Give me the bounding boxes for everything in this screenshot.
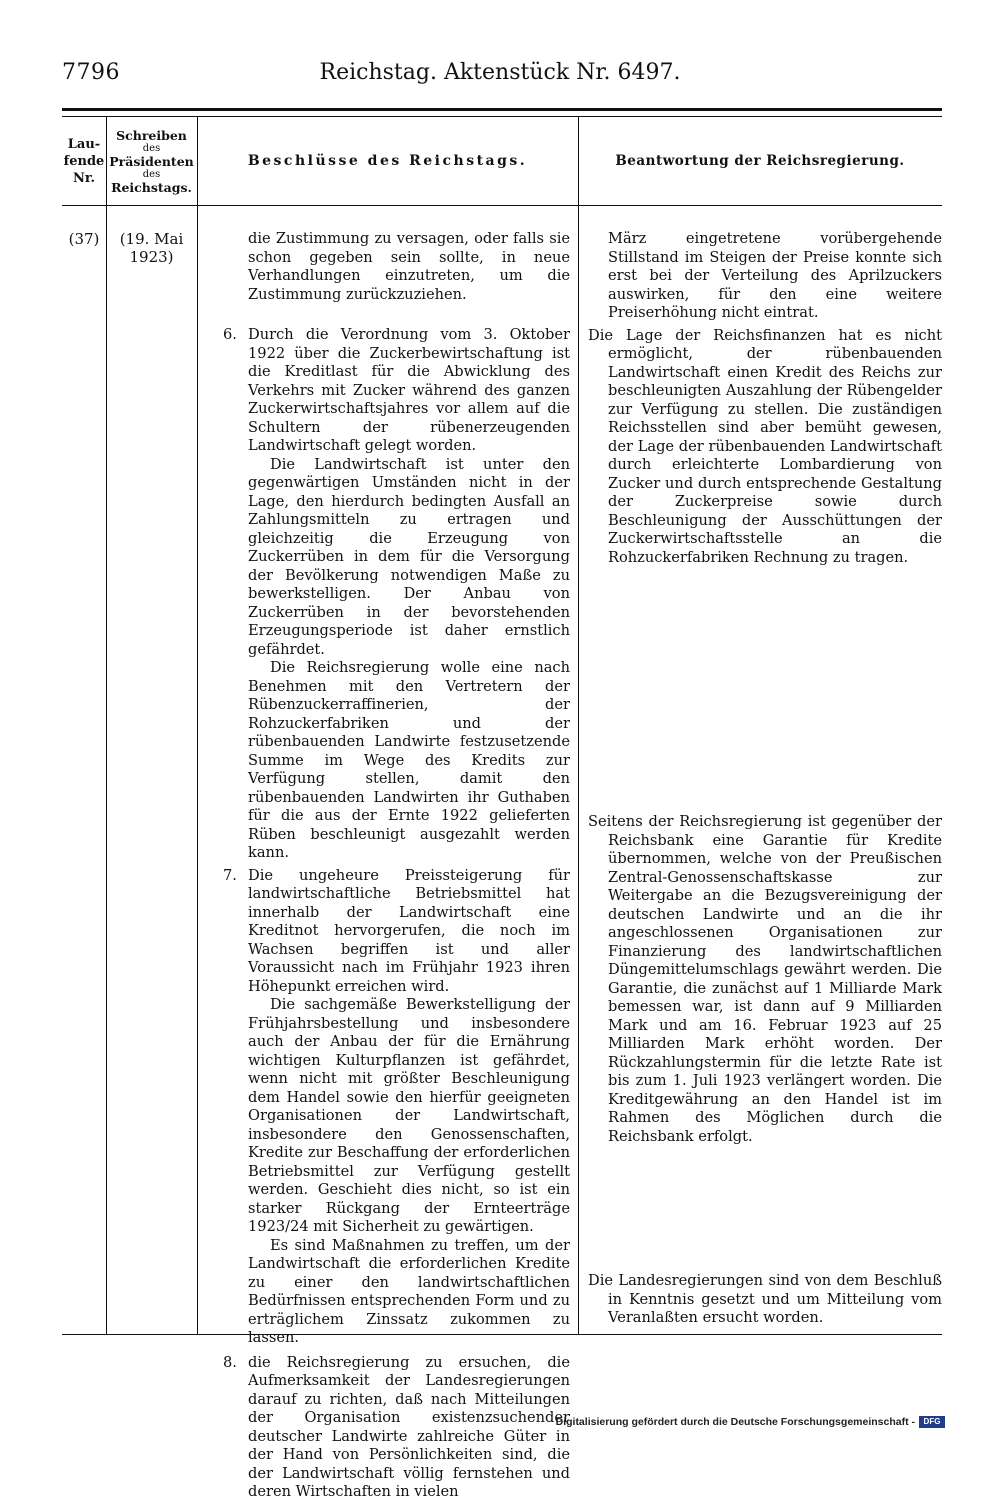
header-praes-line: Reichstags. [111, 179, 192, 195]
top-rule-thin [62, 116, 942, 117]
paragraph: Durch die Verordnung vom 3. Oktober 1922 über die Zuckerbewirtschaftung ist die Kreditlast für die Abwicklung des Verkehrs mit Zucker während des ganzen Zuckerwirtschaftsjahres vor allem auf die Schultern der rübenerzeugenden Landwirtschaft gelegt worden. [248, 326, 570, 454]
header-praes-line: Präsidenten [109, 153, 194, 169]
row-date-line: 1923) [129, 248, 174, 266]
header-col-beschluesse: Beschlüsse des Reichstags. [247, 153, 528, 169]
dfg-logo-icon: DFG [919, 1416, 945, 1428]
paragraph: Die sachgemäße Bewerkstelligung der Frühjahrsbestellung und insbesondere auch der Anbau der für die Ernährung wichtigen Kulturpflanzen ist gefährdet, wenn nicht mit größter Beschleunigung dem Handel sowie den hierfür geeigneten Organisationen der Landwirtschaft, insbesondere den Genossenschaften, Kredite zur Beschaffung der erforderlichen Betriebsmittel zur Verfügung gestellt werden. Geschieht dies nicht, so ist ein starker Rückgang der Ernteerträge 1923/24 mit Sicherheit zu gewärtigen. [248, 996, 570, 1235]
row-date [106, 230, 197, 266]
column-divider [197, 116, 198, 1334]
column-divider [578, 116, 579, 1334]
header-col-praesident [106, 118, 197, 204]
header-nr-line: fende [63, 153, 105, 169]
antwort-6: Die Lage der Reichsfinanzen hat es nicht ermöglicht, der rübenbauenden Landwirtschaft einen Kredit des Reichs zur beschleunigten Auszahlung der Rübengelder zur Verfügung zu stellen. Die zuständigen Reichsstellen sind aber bemüht gewesen, der Lage der rübenbauenden Landwirtschaft durch erleichterte Lombardierung von Zucker und durch entsprechende Gestaltung der Zuckerpreise sowie durch Beschleunigung der Ausschüttungen der Zuckerwirtschaftsstelle an die Rohzuckerfabriken Rechnung zu tragen. [588, 326, 942, 566]
header-rule [62, 205, 942, 206]
paragraph: Die Landwirtschaft ist unter den gegenwärtigen Umständen nicht in der Lage, den hierdurch bedingten Ausfall an Zahlungsmitteln zu ertragen und gleichzeitig die Erzeugung von Zuckerrüben in dem für die Versorgung der Bevölkerung notwendigen Maße zu bewerkstelligen. Der Anbau von Zuckerrüben in der bevorstehenden Erzeugungsperiode ist daher ernstlich gefährdet. [248, 455, 570, 658]
antwort-column [588, 230, 942, 1328]
paragraph: die Reichsregierung zu ersuchen, die Aufmerksamkeit der Landesregierungen darauf zu richten, daß nach Mitteilungen der Organisation existenzsuchender deutscher Landwirte zahlreiche Güter in der Hand von Persönlichkeiten sind, die der Landwirtschaft völlig fernstehen und deren Wirtschaften in vielen [248, 1353, 570, 1500]
beschluss-item-7 [218, 867, 570, 1348]
running-title: Reichstag. Aktenstück Nr. 6497. [319, 60, 681, 85]
header-praes-line: des [142, 142, 161, 154]
beschluss-item-6 [218, 326, 570, 863]
item-number: 6. [223, 326, 237, 343]
column-divider [106, 116, 107, 1334]
paragraph: Es sind Maßnahmen zu treffen, um der Landwirtschaft die erforderlichen Kredite zu einer den landwirtschaftlichen Bedürfnissen entsprechenden Form und zu erträglichem Zinssatz zukommen zu lassen. [248, 1236, 570, 1346]
row-date-line: (19. Mai [119, 230, 184, 248]
item-number: 8. [223, 1353, 237, 1371]
top-rule [62, 108, 942, 111]
beschluss-item-8 [218, 1354, 570, 1502]
antwort-continuation: März eingetretene vorübergehende Stillstand im Steigen der Preise konnte sich erst bei der Verteilung des Aprilzuckers auswirken, für den eine weitere Preiserhöhung nicht eintrat. [608, 230, 942, 321]
header-nr-line: Nr. [72, 170, 96, 186]
paragraph: Die Reichsregierung wolle eine nach Benehmen mit den Vertretern der Rübenzuckerraffinerien, der Rohzuckerfabriken und der rübenbauenden Landwirte festzusetzende Summe im Wege des Kredits zur Verfügung stellen, damit den rübenbauenden Landwirten ihr Guthaben für die aus der Ernte 1922 gelieferten Rüben beschleunigt ausgezahlt werden kann. [248, 659, 570, 861]
antwort-8: Die Landesregierungen sind von dem Beschluß in Kenntnis gesetzt und um Mitteilung vom Veranlaßten ersucht worden. [588, 1272, 942, 1326]
antwort-7: Seitens der Reichsregierung ist gegenüber der Reichsbank eine Garantie für Kredite übernommen, welche von der Preußischen Zentral-Genossenschaftskasse zur Weitergabe an die Bezugsvereinigung der deutschen Landwirte und an die ihr angeschlossenen Organisationen zur Finanzierung des landwirtschaftlichen Düngemittelumschlags gewährt werden. Die Garantie, die zunächst auf 1 Milliarde Mark bemessen war, ist dann auf 9 Milliarden Mark und am 16. Februar 1923 auf 25 Milliarden Mark erhöht worden. Der Rückzahlungstermin für die letzte Rate ist bis zum 1. Juli 1923 verlängert worden. Die Kreditgewährung an den Handel ist im Rahmen des Möglichen durch die Reichsbank erfolgt. [588, 813, 942, 1145]
footer-text: Digitalisierung gefördert durch die Deutsche Forschungsgemeinschaft - [555, 1416, 915, 1428]
beschluss-continuation: die Zustimmung zu versagen, oder falls sie schon gegeben sein sollte, in neue Verhandlungen einzutreten, um die Zustimmung zurückzuziehen. [248, 230, 570, 303]
row-number: (37) [68, 230, 100, 248]
beschluesse-column [218, 230, 570, 1502]
footer-credit [556, 1416, 945, 1428]
header-col-nr [62, 118, 106, 204]
header-nr-line: Lau- [67, 136, 101, 152]
page-number: 7796 [62, 60, 120, 85]
paragraph: Die ungeheure Preissteigerung für landwirtschaftliche Betriebsmittel hat innerhalb der Landwirtschaft eine Kreditnot hervorgerufen, die noch im Wachsen begriffen ist und aller Voraussicht nach im Frühjahr 1923 ihren Höhepunkt erreichen wird. [248, 866, 570, 995]
header-col-antwort: Beantwortung der Reichsregierung. [615, 153, 905, 169]
item-number: 7. [223, 866, 237, 884]
header-praes-line: des [142, 168, 161, 180]
header-praes-line: Schreiben [116, 127, 187, 143]
